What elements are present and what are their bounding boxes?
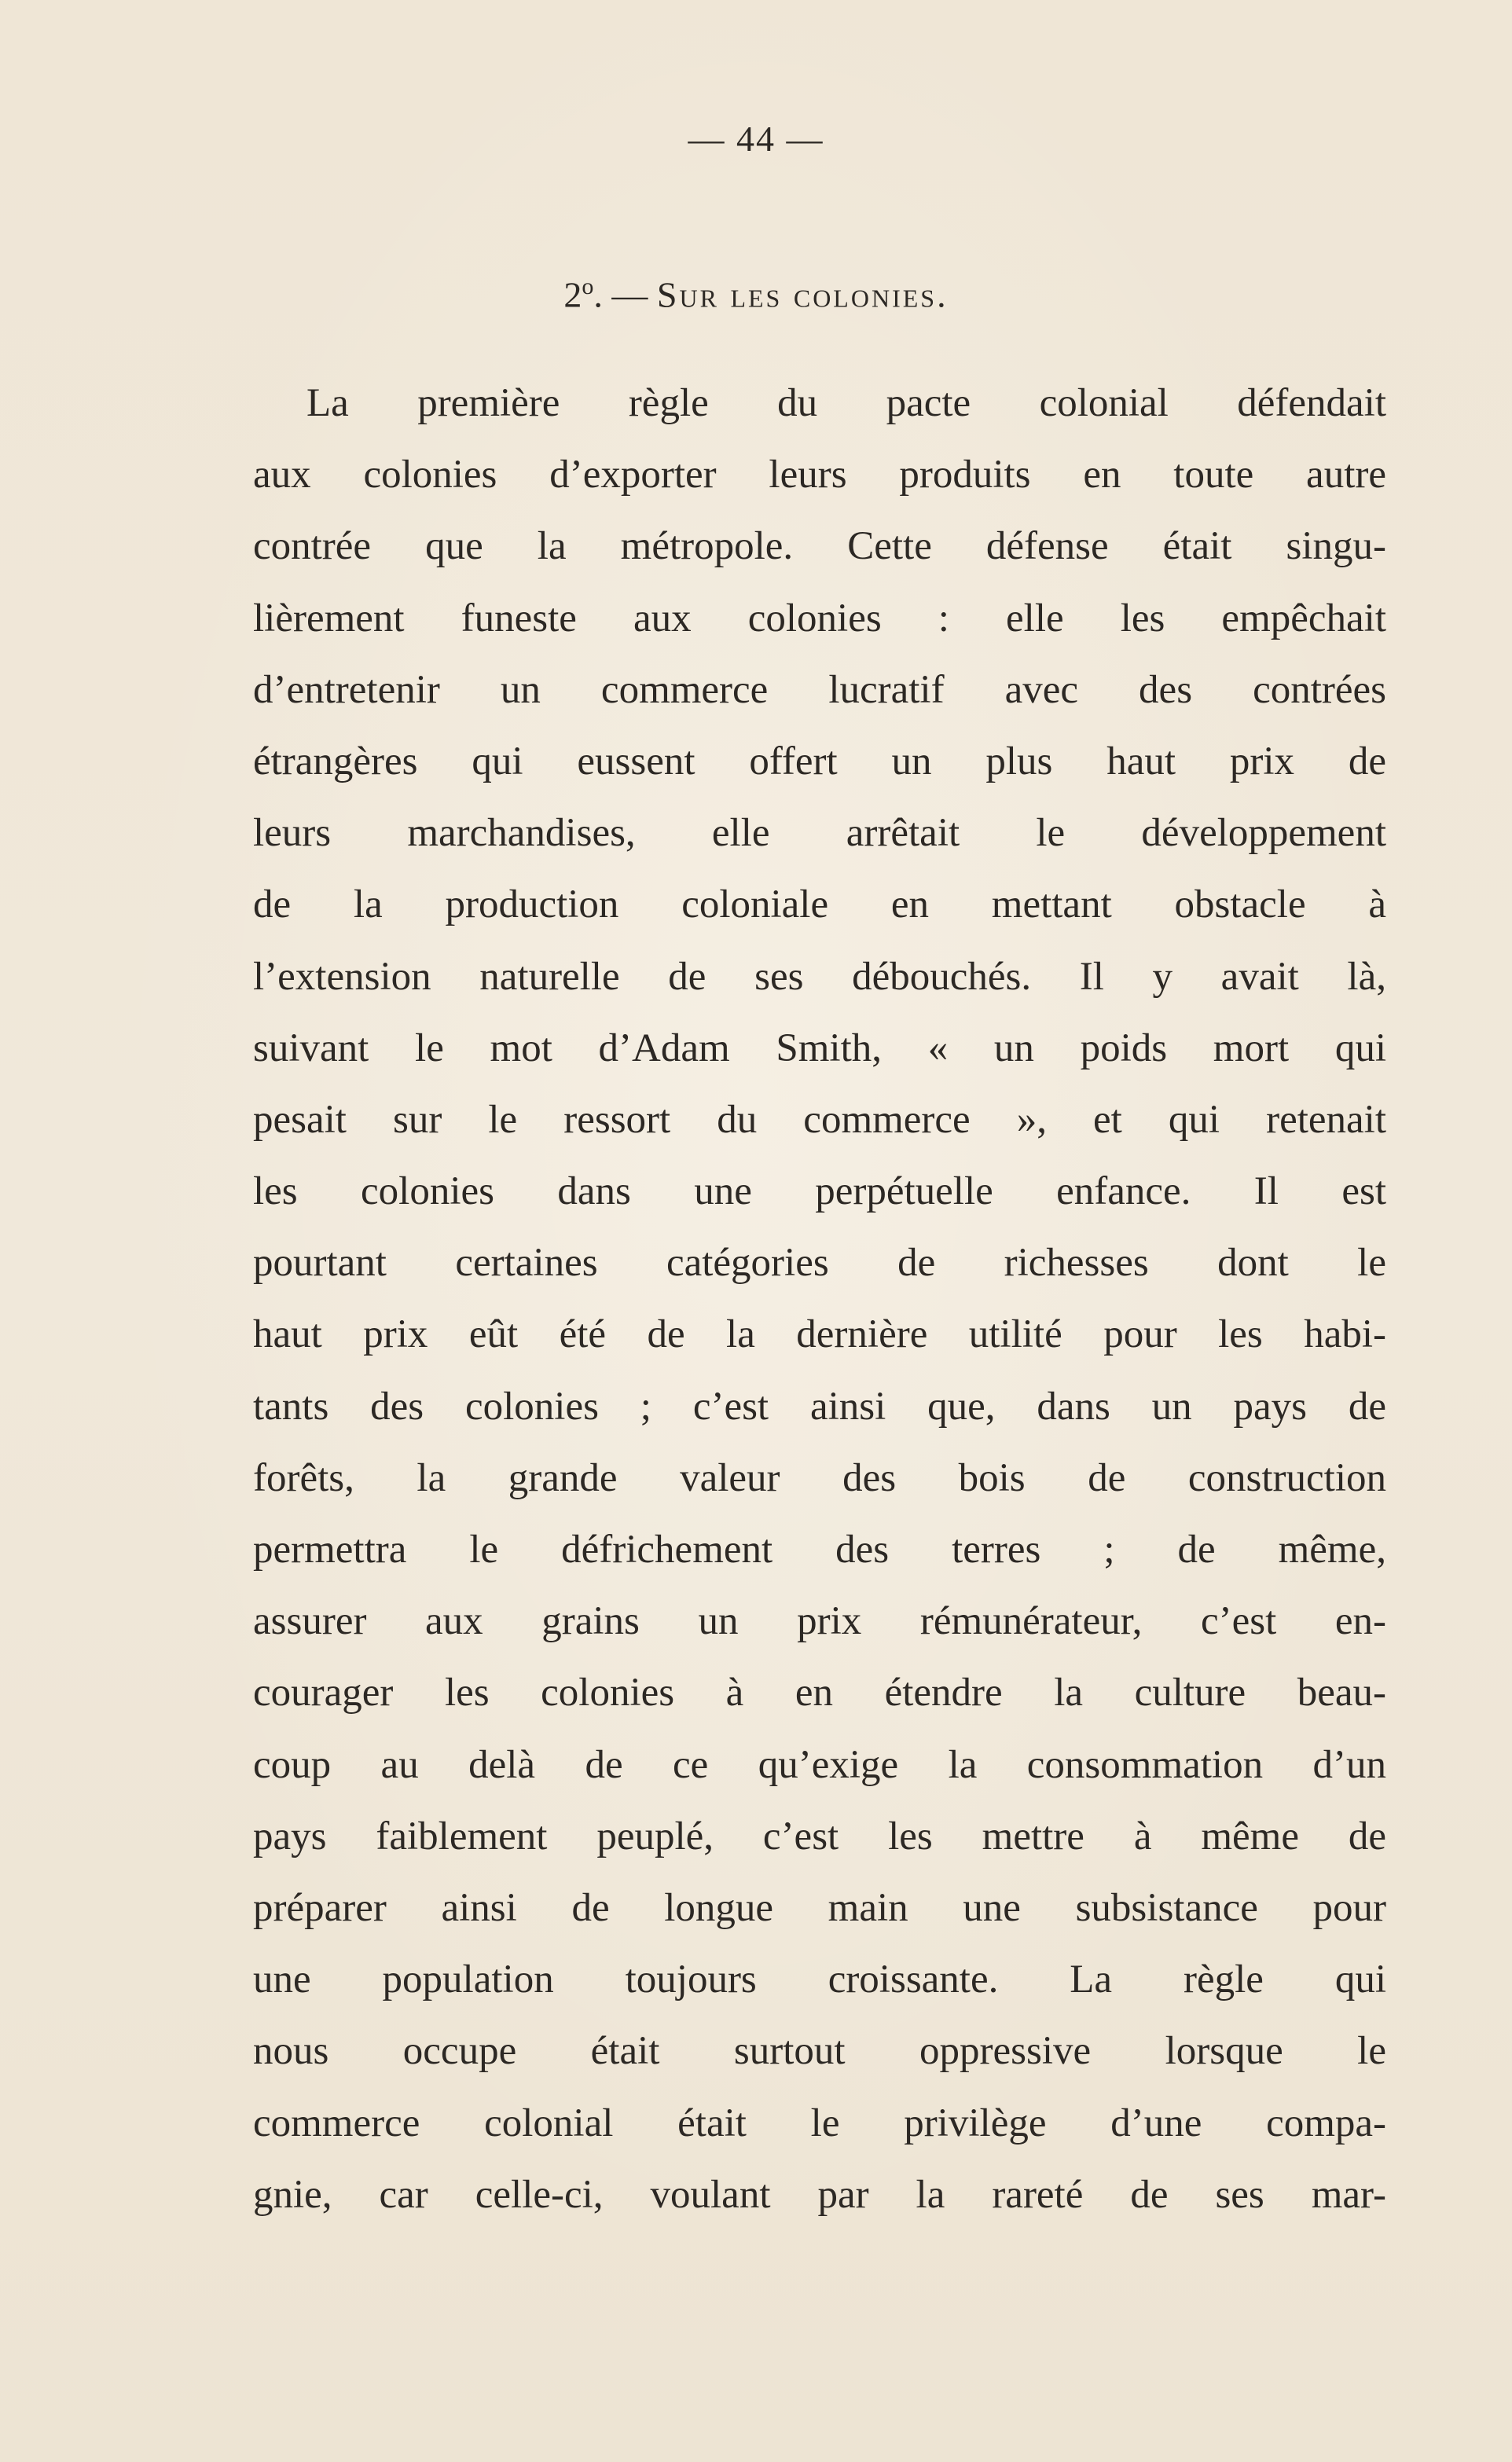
text-line: lièrement funeste aux colonies : elle les empêchait (253, 596, 1386, 640)
section-ordinal: o (582, 273, 594, 299)
text-line: de la production coloniale en mettant obstacle à (253, 882, 1386, 927)
text-line: les colonies dans une perpétuelle enfance. Il est (253, 1169, 1386, 1214)
text-line: haut prix eût été de la dernière utilité pour les habi- (253, 1312, 1386, 1357)
page-number: — 44 — (688, 119, 824, 159)
text-line: coup au delà de ce qu’exige la consommation d’un (253, 1742, 1386, 1787)
text-line: une population toujours croissante. La règle qui (253, 1957, 1386, 2002)
text-line: étrangères qui eussent offert un plus haut prix de (253, 739, 1386, 783)
section-heading (0, 273, 1512, 315)
text-line: préparer ainsi de longue main une subsistance pour (253, 1885, 1386, 1930)
section-title: Sur les colonies. (656, 274, 949, 315)
text-line: pays faiblement peuplé, c’est les mettre à même de (253, 1814, 1386, 1858)
text-line: pourtant certaines catégories de richesses dont le (253, 1241, 1386, 1286)
text-line: l’extension naturelle de ses débouchés. Il y avait là, (253, 954, 1386, 999)
text-line: d’entretenir un commerce lucratif avec des contrées (253, 667, 1386, 712)
body-text (253, 368, 1386, 2231)
section-number: 2 (563, 274, 582, 315)
text-line: commerce colonial était le privilège d’une compa- (253, 2101, 1386, 2145)
text-line: contrée que la métropole. Cette défense était singu- (253, 524, 1386, 569)
text-line: forêts, la grande valeur des bois de construction (253, 1455, 1386, 1500)
text-line: permettra le défrichement des terres ; de même, (253, 1528, 1386, 1572)
section-dash: . — (593, 274, 657, 315)
text-line: gnie, car celle-ci, voulant par la rareté de ses mar- (253, 2172, 1386, 2217)
text-line: La première règle du pacte colonial défendait (306, 381, 1386, 425)
text-line: leurs marchandises, elle arrêtait le développement (253, 811, 1386, 856)
text-line: tants des colonies ; c’est ainsi que, dans un pays de (253, 1384, 1386, 1429)
text-line: suivant le mot d’Adam Smith, « un poids mort qui (253, 1026, 1386, 1070)
text-line: aux colonies d’exporter leurs produits en toute autre (253, 453, 1386, 497)
text-line: courager les colonies à en étendre la culture beau- (253, 1671, 1386, 1715)
text-line: assurer aux grains un prix rémunérateur, c’est en- (253, 1599, 1386, 1644)
text-line: pesait sur le ressort du commerce », et qui retenait (253, 1097, 1386, 1142)
text-line: nous occupe était surtout oppressive lorsque le (253, 2029, 1386, 2074)
